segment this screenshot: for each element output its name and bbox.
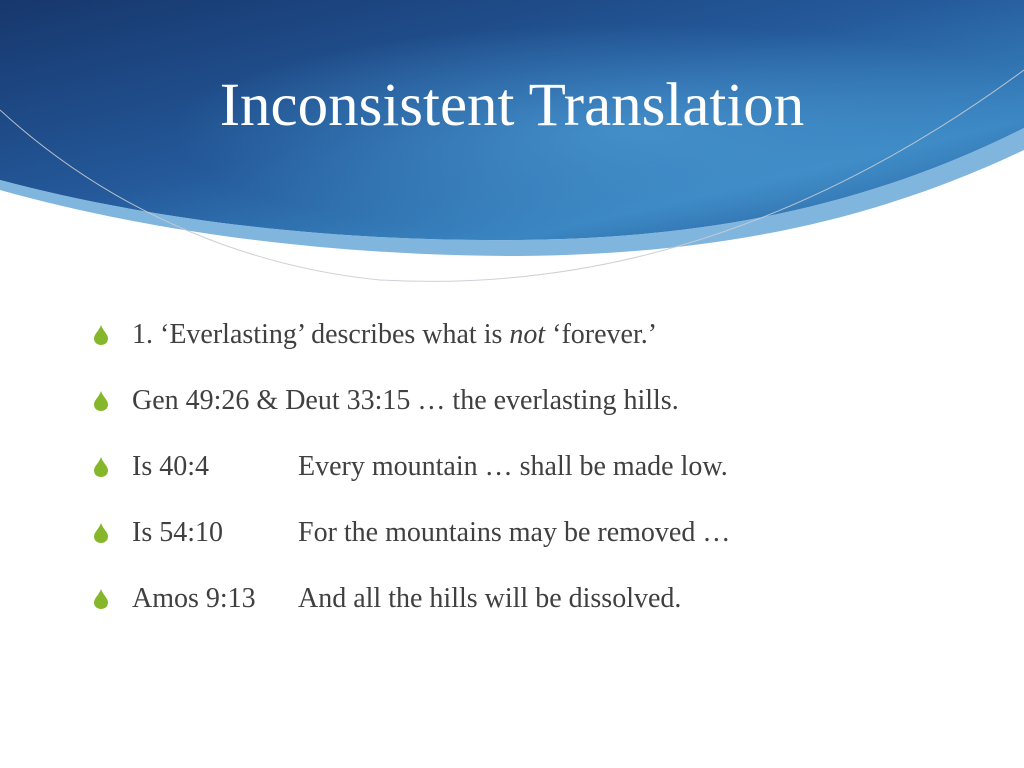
bullet-text: Gen 49:26 & Deut 33:15 … the everlasting hills. — [132, 385, 679, 416]
verse-reference: Is 54:10 — [132, 517, 223, 548]
bullet-item — [94, 379, 730, 445]
drop-icon — [94, 577, 132, 621]
bullet-list — [94, 313, 730, 643]
verse-text: And all the hills will be dissolved. — [298, 583, 682, 614]
bullet-item — [94, 511, 730, 577]
bullet-item — [94, 577, 730, 643]
slide-title: Inconsistent Translation — [219, 72, 805, 139]
drop-icon — [94, 379, 132, 423]
bullet-item — [94, 445, 730, 511]
verse-text: For the mountains may be removed … — [298, 517, 731, 548]
bullet-text: 1. ‘Everlasting’ describes what is not ‘forever.’ — [132, 319, 658, 350]
emphasis-text: not — [509, 319, 546, 350]
bullet-item — [94, 313, 730, 379]
verse-text: Every mountain … shall be made low. — [298, 451, 728, 482]
header-background — [0, 0, 1024, 300]
drop-icon — [94, 313, 132, 357]
drop-icon — [94, 511, 132, 555]
drop-icon — [94, 445, 132, 489]
verse-reference: Is 40:4 — [132, 451, 209, 482]
verse-reference: Amos 9:13 — [132, 583, 256, 614]
